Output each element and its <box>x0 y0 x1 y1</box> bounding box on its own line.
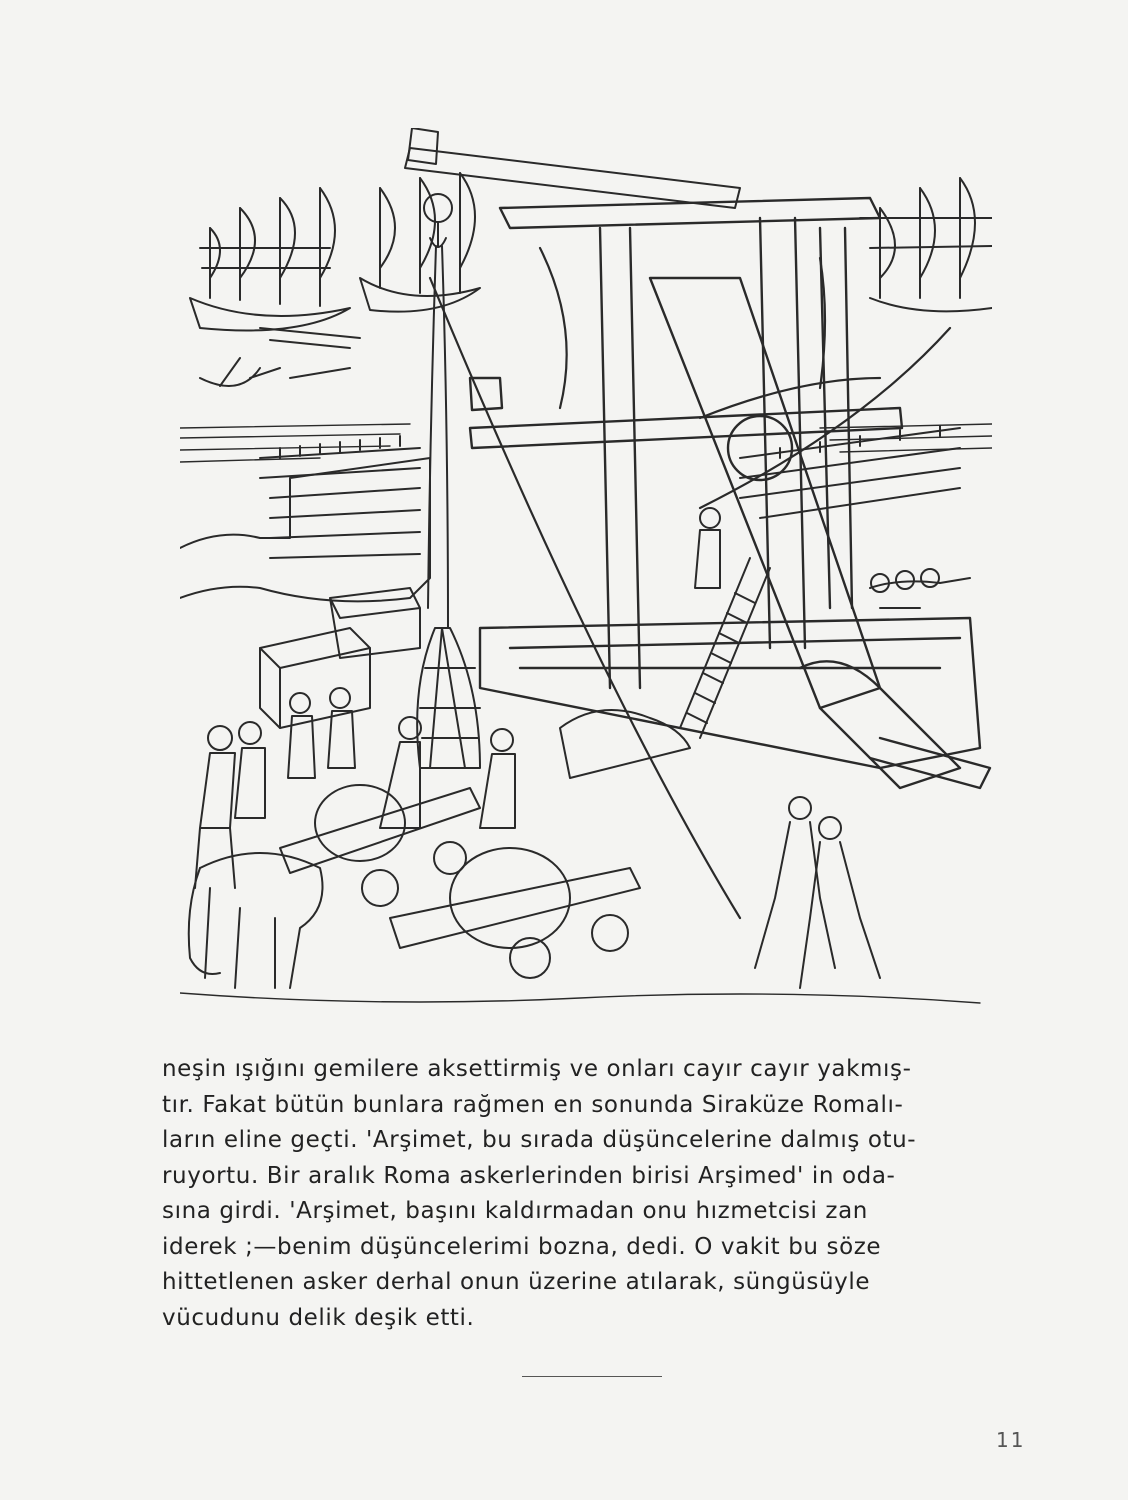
text-line: ruyortu. Bir aralık Roma askerlerinden birisi Arşimed' in oda- <box>162 1162 896 1189</box>
text-line: iderek ;—benim düşüncelerimi bozna, dedi. O vakit bu söze <box>162 1233 882 1260</box>
ships-left <box>190 173 480 386</box>
ships-right <box>860 178 992 311</box>
text-line: hittetlenen asker derhal onun üzerine atılarak, süngüsüyle <box>162 1269 871 1295</box>
text-line: sına girdi. 'Arşimet, başını kaldırmadan onu hızmetcisi zan <box>162 1198 868 1224</box>
net-load <box>417 628 480 768</box>
text-line: tır. Fakat bütün bunlara rağmen en sonunda Siraküze Romalı- <box>162 1091 904 1118</box>
workers <box>195 508 970 988</box>
catapult-illustration <box>180 128 992 1018</box>
section-divider <box>522 1376 662 1377</box>
page-number: 11 <box>996 1428 1026 1452</box>
text-line: neşin ışığını gemilere aksettirmiş ve onları cayır cayır yakmış- <box>162 1056 912 1082</box>
ladder <box>680 558 770 738</box>
text-line: vücudunu delik deşik etti. <box>162 1304 475 1331</box>
body-paragraph <box>162 1052 1004 1336</box>
text-line: ların eline geçti. 'Arşimet, bu sırada düşüncelerine dalmış otu- <box>162 1127 917 1153</box>
horse <box>189 853 323 988</box>
carts <box>280 785 640 978</box>
